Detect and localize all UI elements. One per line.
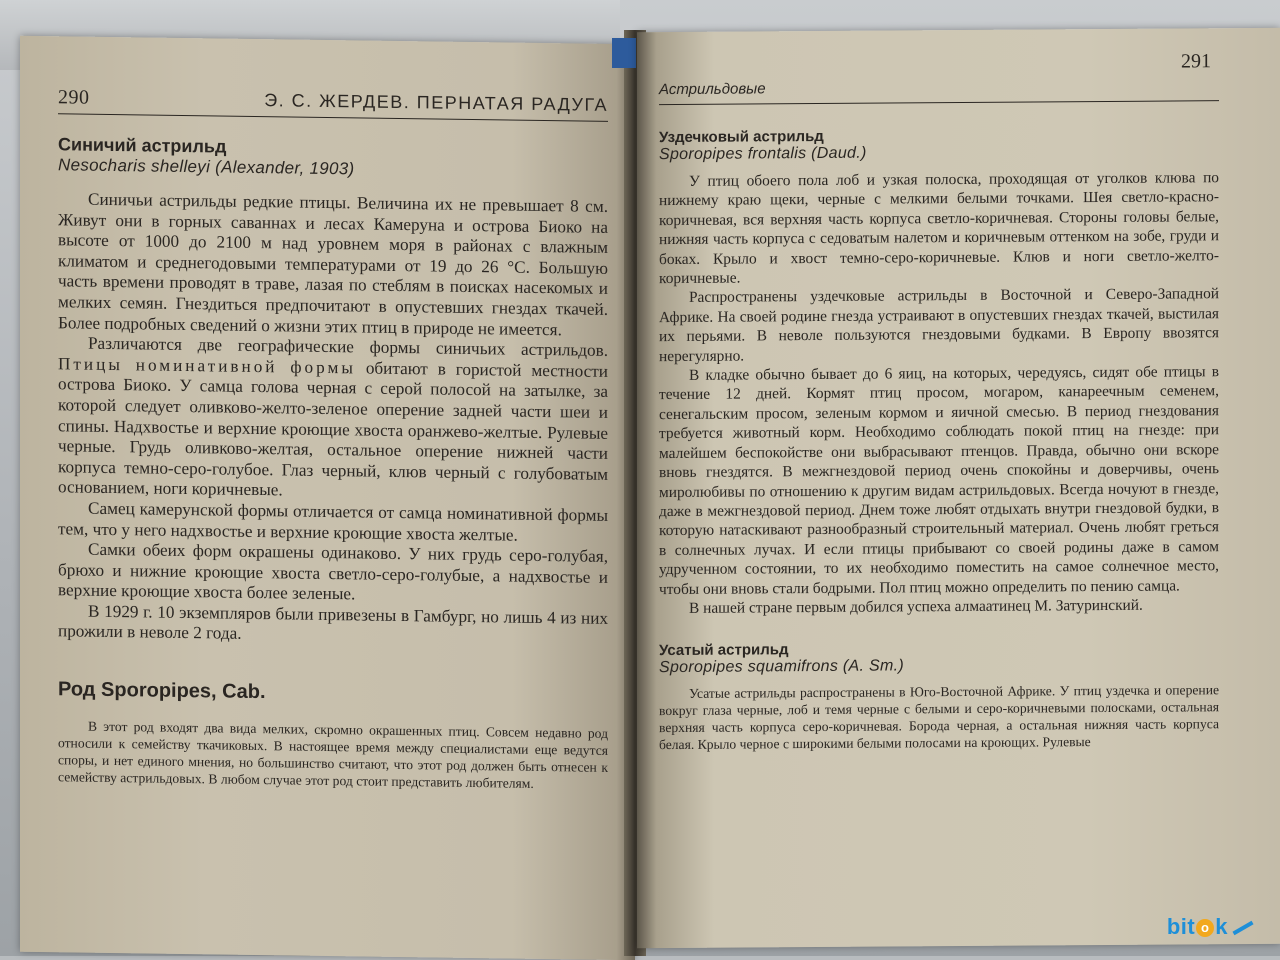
paragraph-text: Различаются две географические формы синичьих астрильдов. <box>88 333 608 361</box>
watermark-o-badge: o <box>1196 919 1214 937</box>
site-watermark <box>1167 914 1254 940</box>
species-body <box>659 168 1219 618</box>
bookmark-ribbon <box>612 38 636 68</box>
species-body <box>659 682 1219 754</box>
right-page-content <box>659 50 1219 753</box>
left-page-content <box>58 86 608 793</box>
watermark-text: bit <box>1166 914 1196 939</box>
auction-hammer-icon <box>1232 921 1253 935</box>
species-latin-name: Sporopipes squamifrons (A. Sm.) <box>659 657 904 677</box>
left-running-head <box>58 86 608 122</box>
paragraph: В кладке обычно бывает до 6 яиц, на которых, чередуясь, сидят обе птицы в течение 12 дней. Кормят птиц просом, могаром, канареечным семенем, сенегальским просом, зеленым кормом и яичной смесью. В период гнездования требуется животный корм. Необходимо соблюдать покой птиц на гнезде: при малейшем беспокойстве они выбрасывают птенцов. Правда, обычно они вскоре вновь гнездятся. В межгнездовой период очень спокойны и доверчивы, очень миролюбивы по отношению к другим видам астрильдовых. Всегда ночуют в гнезде, даже в межгнездовой период. Днем тоже любят отдыхать внутри гнездовой будки, в которую натаскивают разнообразный строительный материал. Очень любят греться в солнечных лучах. И если птицы прибывают со своей родины даже в самом удрученном состоянии, то их необходимо поместить на самое солнечное место, чтобы они вновь стали бодрыми. Пол птиц можно определить по пению самца. <box>659 363 1219 598</box>
watermark-text: k <box>1215 914 1228 939</box>
left-page <box>20 36 635 960</box>
right-page <box>637 28 1280 948</box>
book-title-header: Э. С. ЖЕРДЕВ. ПЕРНАТАЯ РАДУГА <box>264 90 608 115</box>
paragraph: Усатые астрильды распространены в Юго-Восточной Африке. У птиц уздечка и оперение вокруг глаза черные, лоб и темя черные с белыми и серо-коричневыми полосками, остальная верхняя часть корпуса серо-коричневая. Борода черная, а остальная нижняя часть корпуса белая. Крыло черное с широкими белыми полосами на кроющих. Рулевые <box>659 682 1219 753</box>
paragraph-text: обитают в гористой местности острова Биоко. У самца голова черная с серой полосой на затылке, за которой следует оливково-желто-зеленое оперение задней части шеи и спины. Надхвостье и верхние кроющие хвоста оранжево-желтые. Рулевые черные. Грудь оливково-желтая, остальное оперение нижней части корпуса темно-серо-голубое. Глаз черный, клюв черный с голубоватым основанием, ноги коричневые. <box>58 358 608 500</box>
paragraph <box>58 333 608 505</box>
paragraph: В нашей стране первым добился успеха алмаатинец М. Затуринский. <box>689 596 1143 617</box>
chapter-running-head: Астрильдовые <box>659 75 1219 105</box>
species-title: Уздечковый астрильд <box>659 127 824 147</box>
species-latin-name: Sporopipes frontalis (Daud.) <box>659 144 867 164</box>
paragraph: Самец камерунской формы отличается от самца номинативной формы тем, что у него надхвостье и верхние кроющие хвоста желтые. <box>58 498 608 545</box>
paragraph: Распространены уздечковые астрильды в Восточной и Северо-Западной Африке. На своей родине гнезда устраивают в опустевших гнездах ткачей, выстилая их перьями. В неволе пользуются гнездовыми будками. В Европу ввозятся нерегулярно. <box>659 285 1219 365</box>
species-title: Синичий астрильд <box>58 134 227 157</box>
page-number-right: 291 <box>1181 50 1211 73</box>
page-number-left: 290 <box>58 86 90 109</box>
paragraph: В этот род входят два вида мелких, скромно окрашенных птиц. Совсем недавно род относили к семейству ткачиковых. В настоящее время между специалистами еще ведутся споры, и нет единого мнения, но большинство считают, что этот род должен быть отнесен к семейству астрильдовых. В любом случае этот род стоит представить любителям. <box>58 718 608 791</box>
paragraph: Синичьи астрильды редкие птицы. Величина их не превышает 8 см. Живут они в горных саваннах и лесах Камеруна и острова Биоко на высоте от 1000 до 2100 м над уровнем моря в районах с влажным климатом и среднегодовыми температурами от 19 до 26 °С. Большую часть времени проводят в траве, лазая по стеблям в поисках насекомых и мелких семян. Гнездиться предпочитают в опустевших гнездах ткачей. Более подробных сведений о жизни этих птиц в природе не имеется. <box>58 189 608 339</box>
paragraph: В 1929 г. 10 экземпляров были привезены в Гамбург, но лишь 4 из них прожили в неволе 2 года. <box>58 601 608 644</box>
species-latin-name: Nesocharis shelleyi (Alexander, 1903) <box>58 155 355 179</box>
paragraph: У птиц обоего пола лоб и узкая полоска, проходящая от уголков клюва по нижнему краю щеки, черные с мелкими белыми точками. Шея светло-красно-коричневая, вся верхняя часть корпуса светло-коричневая. Стороны головы белые, нижняя часть корпуса с седоватым налетом и коричневым оттенком на зобе, груди и боках. Крыло и хвост темно-серо-коричневые. Клюв и ноги светло-желто-коричневые. <box>659 169 1219 288</box>
species-title: Усатый астрильд <box>659 641 789 660</box>
genus-description <box>58 717 608 793</box>
paragraph: Самки обеих форм окрашены одинаково. У них грудь серо-голубая, брюхо и нижние кроющие хвоста светло-серо-голубые, а надхвостье и верхние кроющие хвоста более зеленые. <box>58 539 608 604</box>
genus-heading: Род Sporopipes, Cab. <box>58 678 266 704</box>
spaced-emphasis: Птицы номинативной формы <box>58 353 356 378</box>
